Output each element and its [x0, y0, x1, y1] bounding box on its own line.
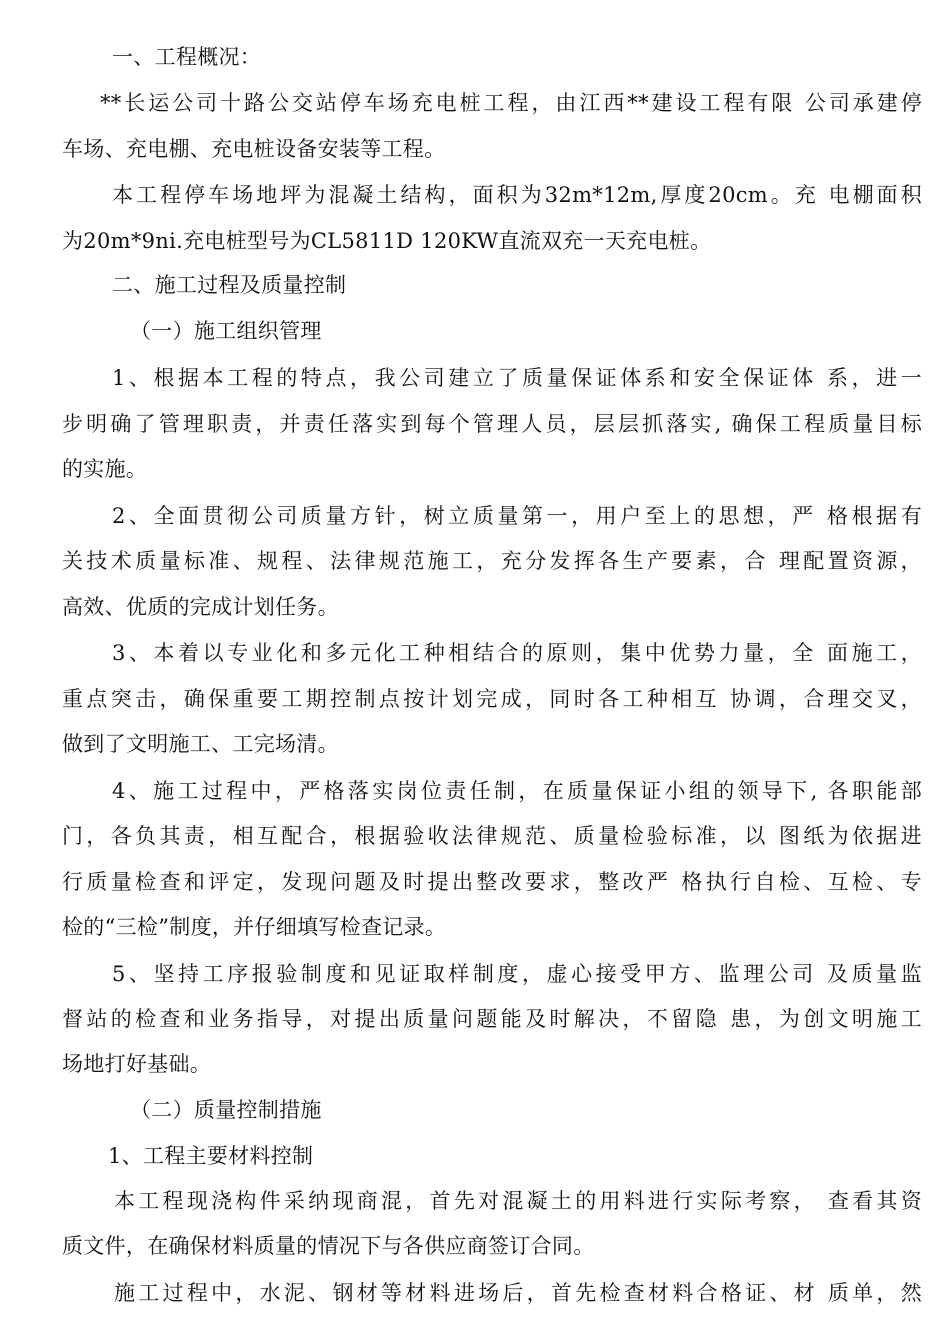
paragraph-line: **长运公司十路公交站停车场充电桩工程，由江西**建设工程有限 公司承建停	[100, 91, 922, 115]
paragraph-line: 1、根据本工程的特点，我公司建立了质量保证体系和安全保证体 系，进一	[112, 366, 922, 390]
paragraph-line: 4、施工过程中，严格落实岗位责任制，在质量保证小组的领导下, 各职能部	[112, 779, 922, 803]
paragraph-line: 3、本着以专业化和多元化工种相结合的原则，集中优势力量，全 面施工，	[112, 641, 922, 665]
paragraph-line: 关技术质量标准、规程、法律规范施工，充分发挥各生产要素，合 理配置资源，	[62, 549, 922, 573]
paragraph-line: 为20m*9ni.充电桩型号为CL5811D 120KW直流双充一天充电桩。	[62, 229, 712, 253]
heading-project-overview: 一、工程概况：	[112, 45, 262, 69]
paragraph-line: 2、全面贯彻公司质量方针，树立质量第一，用户至上的思想，严 格根据有	[112, 504, 922, 528]
subheading-quality-measures: （二）质量控制措施	[130, 1098, 322, 1122]
paragraph-line: 的实施。	[62, 457, 148, 481]
paragraph-line: 5、坚持工序报验制度和见证取样制度，虚心接受甲方、监理公司 及质量监	[112, 962, 922, 986]
paragraph-line: 本工程停车场地坪为混凝土结构，面积为32m*12m,厚度20cm。充 电棚面积	[112, 183, 922, 207]
paragraph-line: 车场、充电棚、充电桩设备安装等工程。	[62, 137, 446, 161]
subheading-organization: （一）施工组织管理	[130, 319, 322, 343]
paragraph-line: 高效、优质的完成计划任务。	[62, 595, 339, 619]
paragraph-line: 门，各负其责，相互配合，根据验收法律规范、质量检验标准，以 图纸为依据进	[62, 824, 922, 848]
paragraph-line: 重点突击，确保重要工期控制点按计划完成，同时各工种相互 协调，合理交叉，	[62, 687, 922, 711]
paragraph-line: 做到了文明施工、工完场清。	[62, 732, 339, 756]
subheading-material-control: 1、工程主要材料控制	[108, 1144, 314, 1168]
paragraph-line: 行质量检查和评定，发现问题及时提出整改要求，整改严 格执行自检、互检、专	[62, 870, 922, 894]
paragraph-line: 质文件，在确保材料质量的情况下与各供应商签订合同。	[62, 1234, 595, 1258]
paragraph-line: 步明确了管理职责，并责任落实到每个管理人员，层层抓落实, 确保工程质量目标	[62, 412, 922, 436]
paragraph-line: 检的“三检”制度，并仔细填写检查记录。	[62, 915, 447, 939]
paragraph-line: 施工过程中，水泥、钢材等材料进场后，首先检查材料合格证、材 质单，然	[114, 1281, 922, 1305]
paragraph-line: 本工程现浇构件采纳现商混，首先对混凝土的用料进行实际考察， 查看其资	[114, 1189, 922, 1213]
paragraph-line: 场地打好基础。	[62, 1052, 212, 1076]
paragraph-line: 督站的检查和业务指导，对提出质量问题能及时解决，不留隐 患，为创文明施工	[62, 1007, 922, 1031]
heading-construction-process: 二、施工过程及质量控制	[112, 273, 347, 297]
